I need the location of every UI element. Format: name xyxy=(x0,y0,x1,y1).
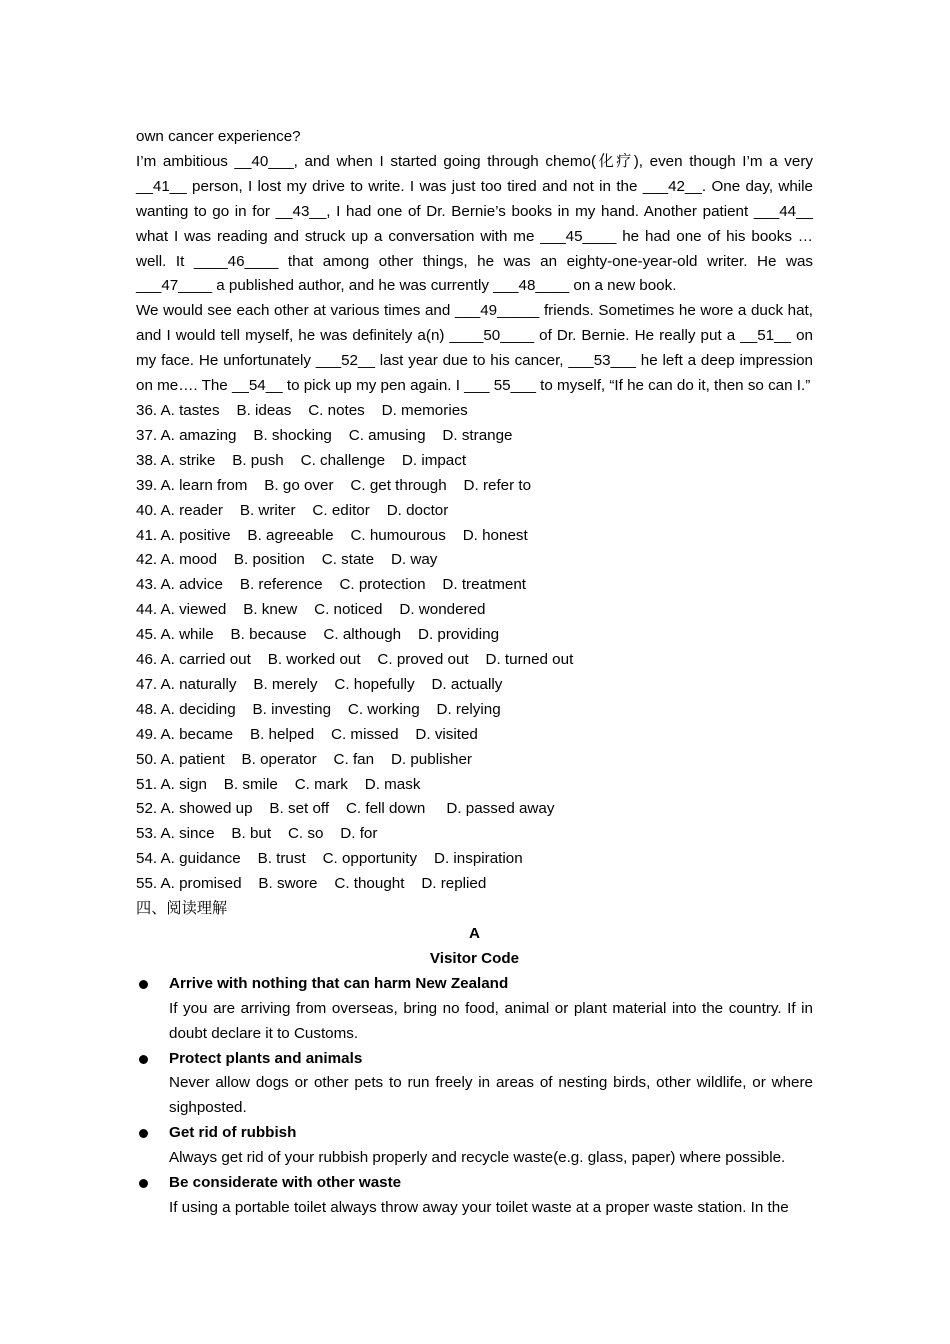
list-item xyxy=(136,972,813,1047)
option-line-37: 37. A. amazing B. shocking C. amusing D. strange xyxy=(136,426,513,444)
option-line-49: 49. A. became B. helped C. missed D. visited xyxy=(136,725,478,743)
bullet-icon xyxy=(139,1129,148,1138)
option-line-55: 55. A. promised B. swore C. thought D. replied xyxy=(136,875,487,893)
option-line-42: 42. A. mood B. position C. state D. way xyxy=(136,551,438,569)
item-heading: Be considerate with other waste xyxy=(169,1174,402,1192)
list-item xyxy=(136,1121,813,1171)
option-line-54: 54. A. guidance B. trust C. opportunity D. inspiration xyxy=(136,850,523,868)
option-line-47: 47. A. naturally B. merely C. hopefully D. actually xyxy=(136,675,503,693)
bullet-icon xyxy=(139,980,148,989)
bullet-icon xyxy=(139,1055,148,1064)
option-line-39: 39. A. learn from B. go over C. get through D. refer to xyxy=(136,476,532,494)
list-item xyxy=(136,1171,813,1221)
option-line-52: 52. A. showed up B. set off C. fell down D. passed away xyxy=(136,800,555,818)
item-body: If using a portable toilet always throw away your toilet waste at a proper waste station. In the xyxy=(169,1198,789,1216)
section-heading: 四、阅读理解 xyxy=(136,900,228,918)
options-list xyxy=(136,399,813,897)
reading-letter: A xyxy=(469,925,480,942)
option-line-51: 51. A. sign B. smile C. mark D. mask xyxy=(136,775,421,793)
item-heading: Protect plants and animals xyxy=(169,1049,363,1067)
reading-title: Visitor Code xyxy=(429,949,520,967)
option-line-48: 48. A. deciding B. investing C. working D. relying xyxy=(136,700,501,718)
bullet-icon xyxy=(139,1179,148,1188)
item-heading: Get rid of rubbish xyxy=(169,1124,297,1142)
item-body: Always get rid of your rubbish properly and recycle waste(e.g. glass, paper) where possible. xyxy=(169,1149,786,1167)
passage-paragraph-2: We would see each other at various times and ___49_____ friends. Sometimes he wore a duck hat, and I would tell myself, he was definitely a(n) ____50____ of Dr. Bernie. He really put a __51__ on my face. He unfortunately ___52__ last year due to his cancer, ___53___ he left a deep impression on me…. The __54__ to pick up my pen again. I ___ 55___ to myself, “If he can do it, then so can I.” xyxy=(136,302,813,395)
option-line-45: 45. A. while B. because C. although D. providing xyxy=(136,626,500,644)
passage-line: own cancer experience? xyxy=(136,128,301,145)
option-line-44: 44. A. viewed B. knew C. noticed D. wondered xyxy=(136,601,486,619)
option-line-46: 46. A. carried out B. worked out C. proved out D. turned out xyxy=(136,651,574,669)
item-heading: Arrive with nothing that can harm New Zealand xyxy=(169,974,509,992)
option-line-38: 38. A. strike B. push C. challenge D. impact xyxy=(136,451,467,469)
option-line-50: 50. A. patient B. operator C. fan D. publisher xyxy=(136,750,472,768)
option-line-41: 41. A. positive B. agreeable C. humourous D. honest xyxy=(136,526,528,544)
item-body: Never allow dogs or other pets to run freely in areas of nesting birds, other wildlife, or where sighposted. xyxy=(169,1074,813,1117)
option-line-43: 43. A. advice B. reference C. protection D. treatment xyxy=(136,576,526,594)
passage-paragraph-1: I’m ambitious __40___, and when I started going through chemo(化疗), even though I’m a very __41__ person, I lost my drive to write. I was just too tired and not in the ___42__. One day, while wanting to go in for __43__, I had one of Dr. Bernie’s books in my hand. Another patient ___44__ what I was reading and struck up a conversation with me ___45____ he had one of his books … well. It ____46____ that among other things, he was an eighty-one-year-old writer. He was ___47____ a published author, and he was currently ___48____ on a new book. xyxy=(136,152,813,295)
option-line-36: 36. A. tastes B. ideas C. notes D. memories xyxy=(136,401,468,419)
option-line-53: 53. A. since B. but C. so D. for xyxy=(136,825,378,843)
item-body: If you are arriving from overseas, bring no food, animal or plant material into the country. If in doubt declare it to Customs. xyxy=(169,999,813,1042)
list-item xyxy=(136,1047,813,1122)
document-page xyxy=(136,125,813,1221)
option-line-40: 40. A. reader B. writer C. editor D. doctor xyxy=(136,501,449,519)
